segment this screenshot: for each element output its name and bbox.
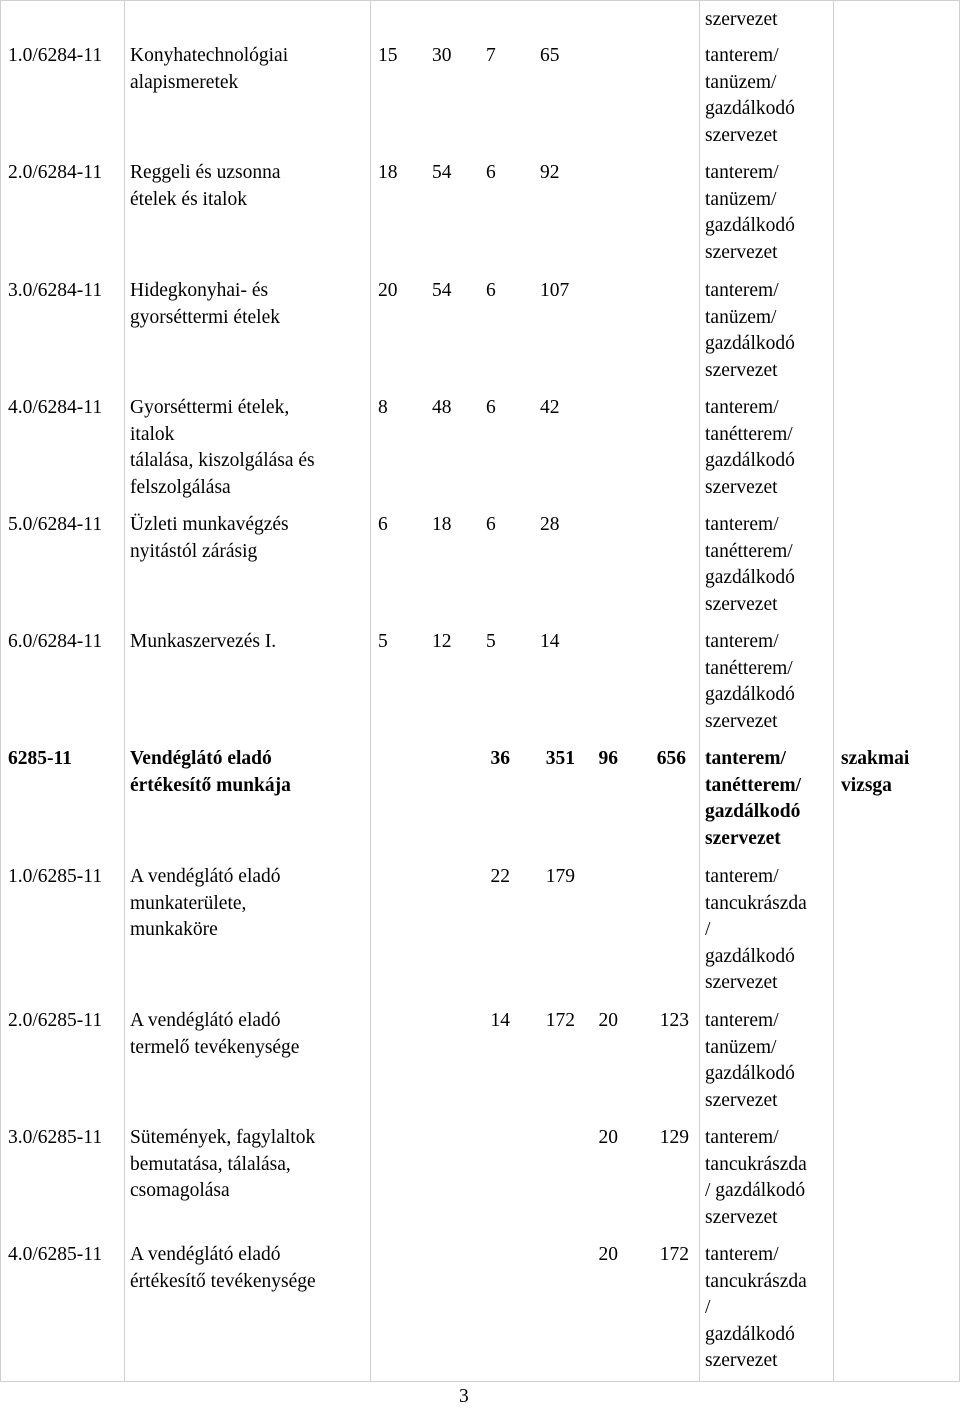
- hours-value: 656: [656, 748, 686, 769]
- table-border-bottom: [0, 1381, 960, 1382]
- row-name: Üzleti munkavégzés nyitástól zárásig: [130, 514, 289, 562]
- grid-line: [833, 0, 834, 1381]
- module-code: 6285-11: [8, 748, 72, 769]
- exam-type: szakmai vizsga: [841, 748, 910, 796]
- grid-line: [699, 0, 700, 1381]
- row-name: Konyhatechnológiai alapismeretek: [130, 45, 289, 93]
- hours-value: 54: [432, 280, 452, 301]
- location-cell: tanterem/ tanétterem/ gazdálkodó szervezet: [705, 748, 802, 849]
- row-code: 3.0/6285-11: [8, 1127, 103, 1148]
- module-name: Vendéglátó eladó értékesítő munkája: [130, 748, 291, 796]
- hours-value: 18: [378, 162, 398, 183]
- carryover-location: szervezet: [705, 9, 778, 30]
- hours-value: 12: [432, 631, 452, 652]
- hours-value: 14: [490, 1010, 510, 1031]
- hours-value: 172: [659, 1244, 689, 1265]
- grid-line: [370, 0, 371, 1381]
- location-cell: tanterem/ tanüzem/ gazdálkodó szervezet: [705, 1010, 795, 1111]
- row-code: 2.0/6285-11: [8, 1010, 103, 1031]
- row-code: 1.0/6285-11: [8, 866, 103, 887]
- hours-value: 123: [659, 1010, 689, 1031]
- hours-value: 6: [486, 280, 496, 301]
- row-code: 4.0/6285-11: [8, 1244, 103, 1265]
- location-cell: tanterem/ tanétterem/ gazdálkodó szervezet: [705, 397, 795, 498]
- hours-value: 107: [540, 280, 570, 301]
- row-code: 5.0/6284-11: [8, 514, 103, 535]
- hours-value: 129: [659, 1127, 689, 1148]
- hours-value: 6: [378, 514, 388, 535]
- hours-value: 65: [540, 45, 560, 66]
- hours-value: 351: [545, 748, 575, 769]
- row-name: A vendéglátó eladó munkaterülete, munkaköre: [130, 866, 281, 940]
- row-name: A vendéglátó eladó termelő tevékenysége: [130, 1010, 300, 1058]
- location-cell: tanterem/ tanüzem/ gazdálkodó szervezet: [705, 280, 795, 381]
- hours-value: 92: [540, 162, 560, 183]
- row-name: Hidegkonyhai- és gyorséttermi ételek: [130, 280, 280, 328]
- location-cell: tanterem/ tanétterem/ gazdálkodó szervezet: [705, 631, 795, 732]
- hours-value: 179: [545, 866, 575, 887]
- location-cell: tanterem/ tanüzem/ gazdálkodó szervezet: [705, 45, 795, 146]
- hours-value: 20: [598, 1244, 618, 1265]
- hours-value: 5: [378, 631, 388, 652]
- hours-value: 96: [598, 748, 618, 769]
- row-code: 3.0/6284-11: [8, 280, 103, 301]
- hours-value: 28: [540, 514, 560, 535]
- row-name: Sütemények, fagylaltok bemutatása, tálalása, csomagolása: [130, 1127, 316, 1201]
- hours-value: 172: [545, 1010, 575, 1031]
- hours-value: 42: [540, 397, 560, 418]
- page-number: 3: [459, 1386, 469, 1407]
- hours-value: 30: [432, 45, 452, 66]
- row-name: Munkaszervezés I.: [130, 631, 277, 652]
- hours-value: 48: [432, 397, 452, 418]
- row-code: 1.0/6284-11: [8, 45, 103, 66]
- location-cell: tanterem/ tanüzem/ gazdálkodó szervezet: [705, 162, 795, 263]
- hours-value: 14: [540, 631, 560, 652]
- location-cell: tanterem/ tancukrászda / gazdálkodó szervezet: [705, 1244, 807, 1371]
- row-code: 6.0/6284-11: [8, 631, 103, 652]
- grid-line: [0, 0, 1, 1381]
- hours-value: 6: [486, 514, 496, 535]
- hours-value: 20: [598, 1127, 618, 1148]
- hours-value: 54: [432, 162, 452, 183]
- hours-value: 6: [486, 162, 496, 183]
- hours-value: 18: [432, 514, 452, 535]
- row-code: 4.0/6284-11: [8, 397, 103, 418]
- hours-value: 22: [490, 866, 510, 887]
- hours-value: 15: [378, 45, 398, 66]
- location-cell: tanterem/ tancukrászda / gazdálkodó szervezet: [705, 1127, 807, 1228]
- grid-line: [124, 0, 125, 1381]
- row-code: 2.0/6284-11: [8, 162, 103, 183]
- hours-value: 36: [490, 748, 510, 769]
- hours-value: 5: [486, 631, 496, 652]
- hours-value: 6: [486, 397, 496, 418]
- hours-value: 7: [486, 45, 496, 66]
- location-cell: tanterem/ tancukrászda / gazdálkodó szervezet: [705, 866, 807, 993]
- hours-value: 20: [598, 1010, 618, 1031]
- location-cell: tanterem/ tanétterem/ gazdálkodó szervezet: [705, 514, 795, 615]
- hours-value: 8: [378, 397, 388, 418]
- hours-value: 20: [378, 280, 398, 301]
- table-border-top: [0, 0, 960, 1]
- row-name: Gyorséttermi ételek, italok tálalása, kiszolgálása és felszolgálása: [130, 397, 315, 498]
- row-name: A vendéglátó eladó értékesítő tevékenysége: [130, 1244, 316, 1292]
- row-name: Reggeli és uzsonna ételek és italok: [130, 162, 281, 210]
